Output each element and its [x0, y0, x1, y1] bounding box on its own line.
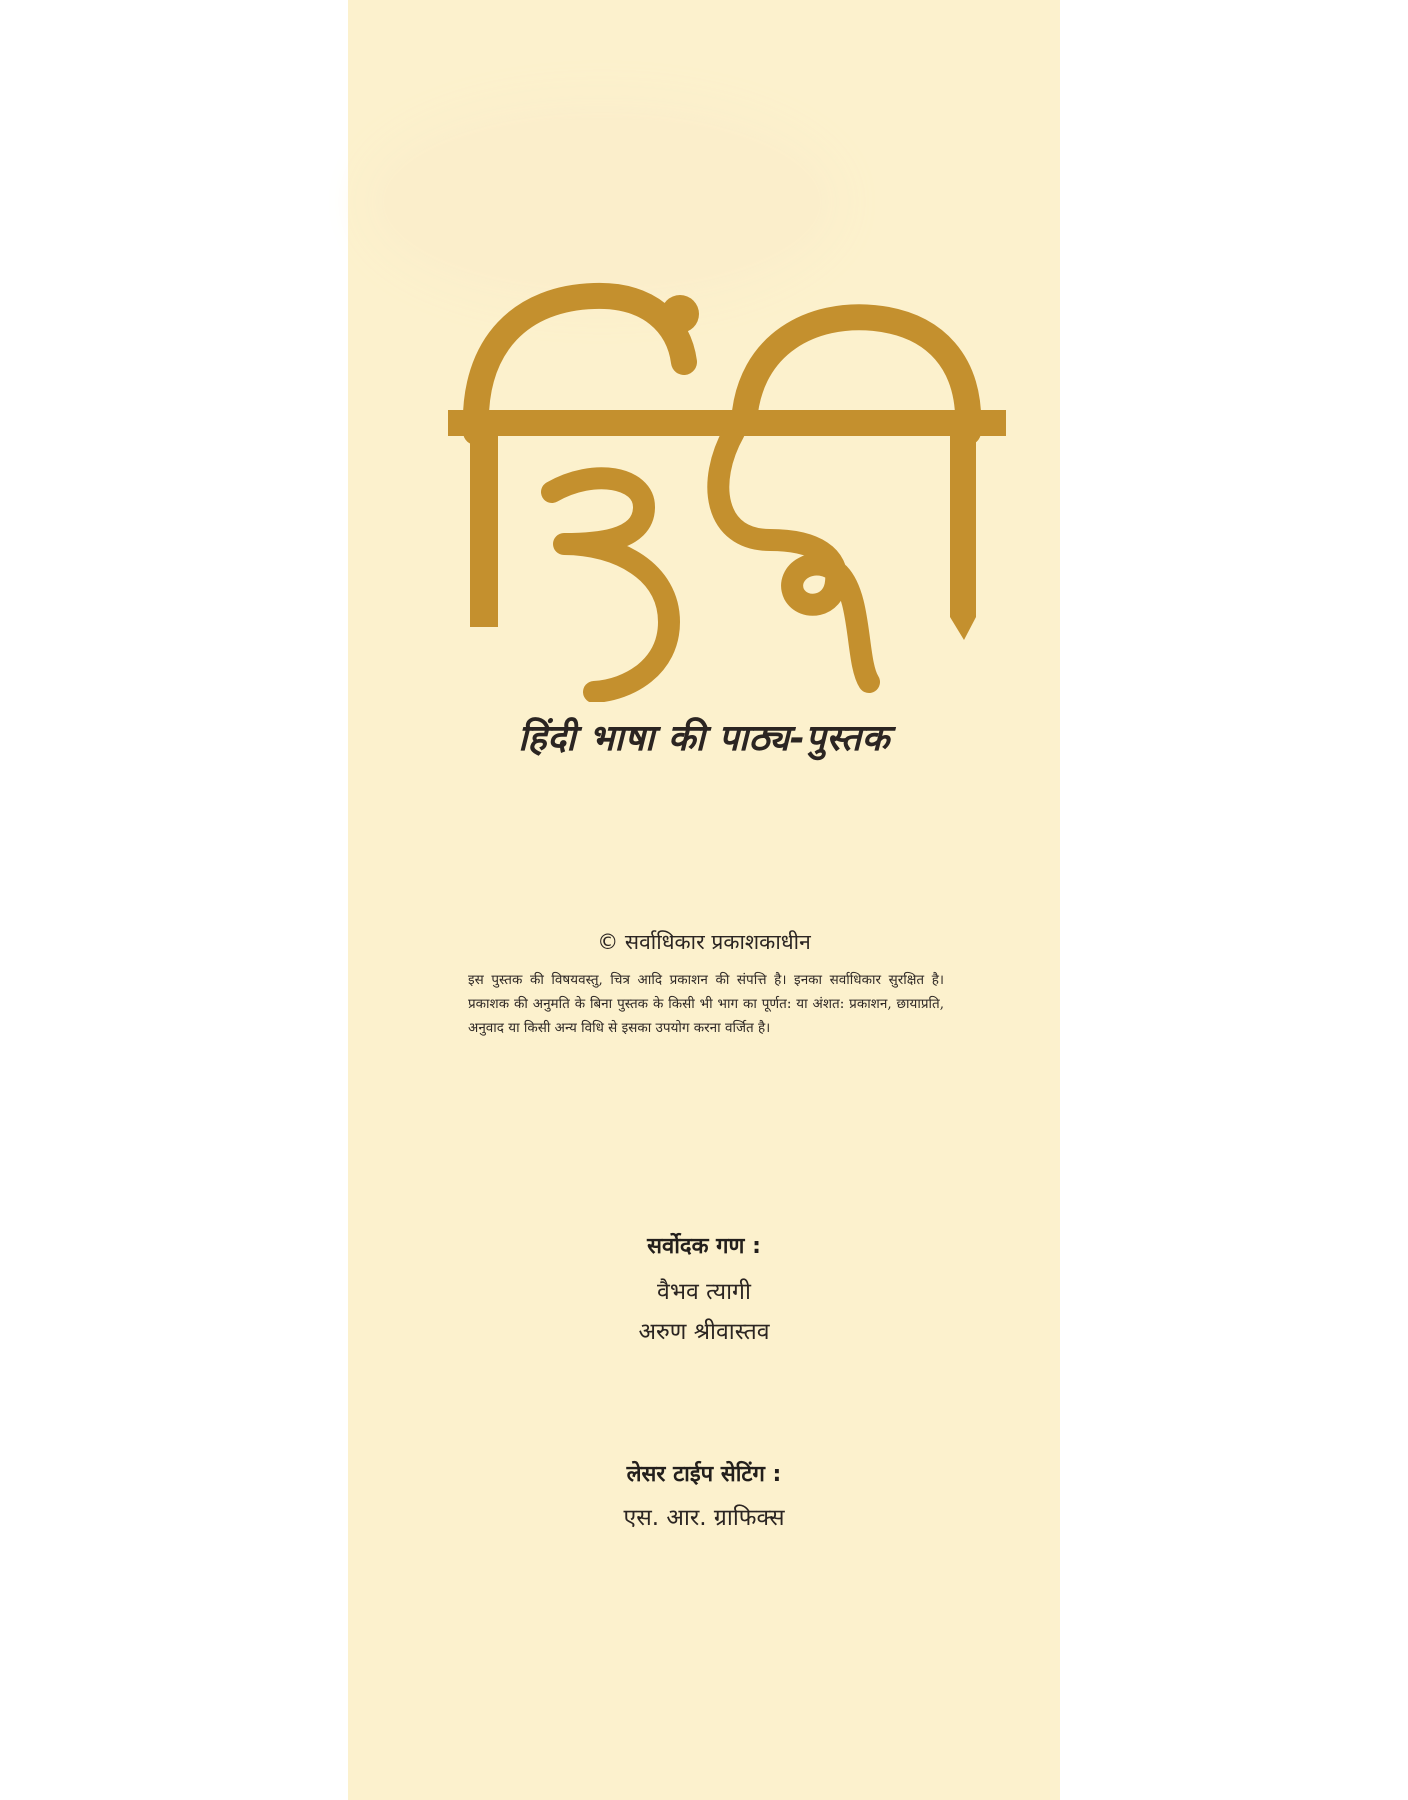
copyright-notice: इस पुस्तक की विषयवस्तु, चित्र आदि प्रकाशन की संपत्ति है। इनका सर्वाधिकार सुरक्षित है। प्रकाशक की अनुमति के बिना पुस्तक के किसी भी भाग का पूर्णत: या अंशत: प्रकाशन, छायाप्रति, अनुवाद या किसी अन्य विधि से इसका उपयोग करना वर्जित है। — [468, 972, 944, 1036]
editor-name-1: वैभव त्यागी — [657, 1279, 751, 1305]
typesetting-heading: लेसर टाईप सेटिंग : — [626, 1462, 782, 1487]
typesetter-name: एस. आर. ग्राफिक्स — [623, 1505, 785, 1531]
main-title-logo — [444, 282, 1010, 702]
editor-name-2: अरुण श्रीवास्तव — [638, 1319, 770, 1345]
editors-heading: सर्वोदक गण : — [647, 1234, 761, 1259]
title-right-stem — [950, 432, 976, 640]
title-ha-body — [552, 478, 669, 692]
title-bindu — [661, 295, 699, 333]
title-da-body — [718, 432, 869, 682]
book-subtitle: हिंदी भाषा की पाठ्य-पुस्तक — [518, 718, 890, 759]
copyright-heading: © सर्वाधिकार प्रकाशकाधीन — [597, 930, 811, 954]
page-stain — [384, 118, 820, 286]
